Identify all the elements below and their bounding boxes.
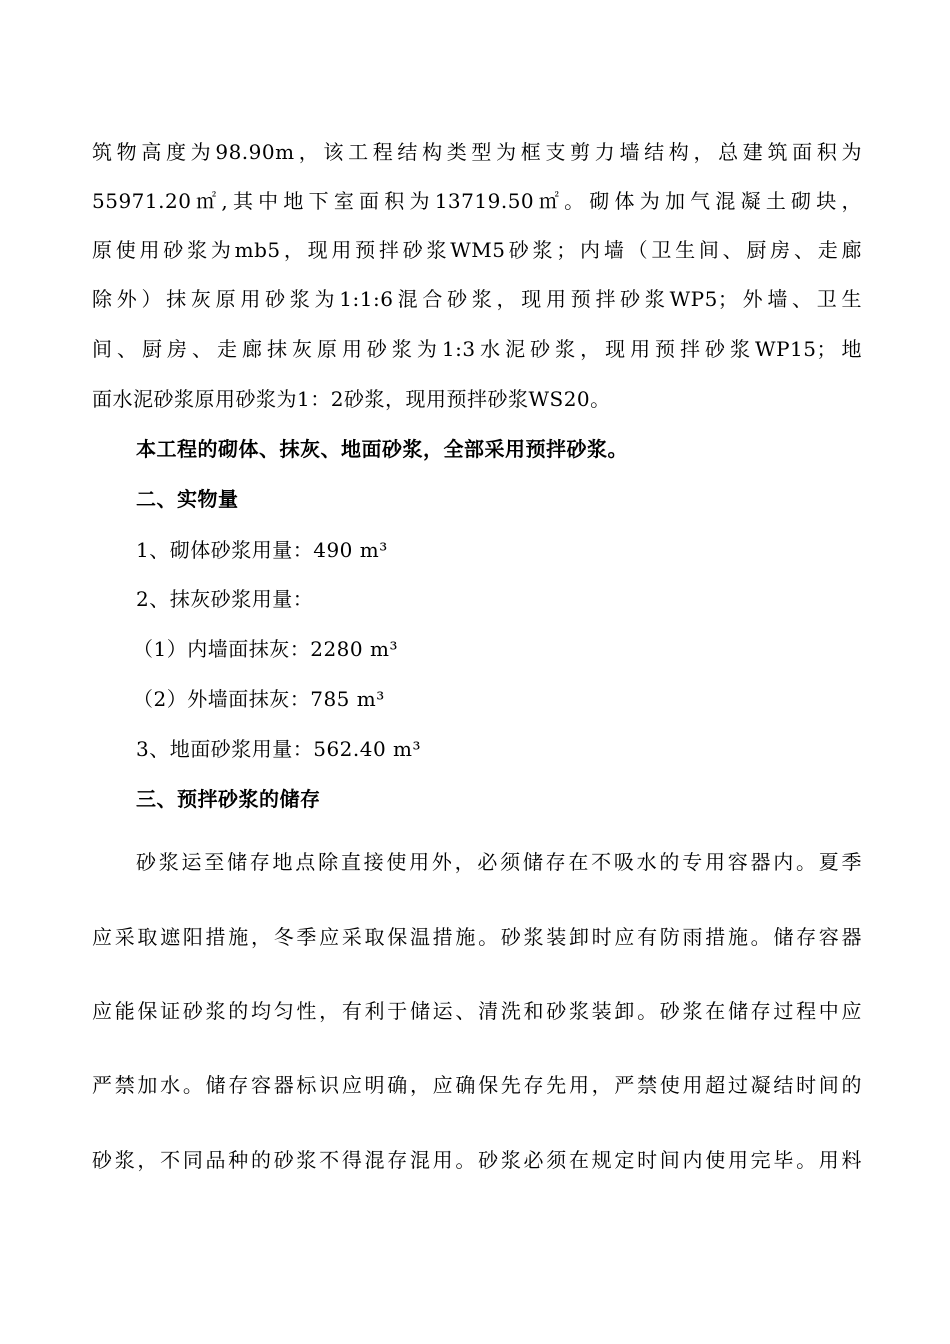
quantity-item-2: 2、抹灰砂浆用量：: [136, 587, 314, 611]
paragraph1-line-1: 筑物高度为98.90m，该工程结构类型为框支剪力墙结构，总建筑面积为: [92, 140, 862, 164]
paragraph3-line-3: 应能保证砂浆的均匀性，有利于储运、清洗和砂浆装卸。砂浆在储存过程中应: [92, 999, 862, 1023]
paragraph1-line-2: 55971.20㎡,其中地下室面积为13719.50㎡。砌体为加气混凝土砌块，: [92, 189, 862, 213]
paragraph1-line-4: 除外）抹灰原用砂浆为1:1:6混合砂浆，现用预拌砂浆WP5；外墙、卫生: [92, 287, 862, 311]
section2-heading: 二、实物量: [136, 487, 239, 511]
section3-heading: 三、预拌砂浆的储存: [136, 787, 321, 811]
paragraph3-line-5: 砂浆，不同品种的砂浆不得混存混用。砂浆必须在规定时间内使用完毕。用料: [92, 1148, 862, 1172]
paragraph3-line-1: 砂浆运至储存地点除直接使用外，必须储存在不吸水的专用容器内。夏季: [136, 850, 862, 874]
paragraph1-line-3: 原使用砂浆为mb5，现用预拌砂浆WM5砂浆；内墙（卫生间、厨房、走廊: [92, 238, 862, 262]
paragraph1-line-6: 面水泥砂浆原用砂浆为1：2砂浆，现用预拌砂浆WS20。: [92, 387, 611, 411]
paragraph1-line-5: 间、厨房、走廊抹灰原用砂浆为1:3水泥砂浆，现用预拌砂浆WP15；地: [92, 337, 862, 361]
paragraph3-line-4: 严禁加水。储存容器标识应明确，应确保先存先用，严禁使用超过凝结时间的: [92, 1073, 862, 1097]
quantity-item-3: 3、地面砂浆用量：562.40 m³: [136, 737, 422, 761]
quantity-item-1: 1、砌体砂浆用量：490 m³: [136, 538, 388, 562]
quantity-item-2-sub-1: （1）内墙面抹灰：2280 m³: [133, 637, 398, 661]
bold-statement: 本工程的砌体、抹灰、地面砂浆，全部采用预拌砂浆。: [136, 437, 628, 461]
quantity-item-2-sub-2: （2）外墙面抹灰：785 m³: [133, 687, 385, 711]
paragraph3-line-2: 应采取遮阳措施，冬季应采取保温措施。砂浆装卸时应有防雨措施。储存容器: [92, 925, 862, 949]
